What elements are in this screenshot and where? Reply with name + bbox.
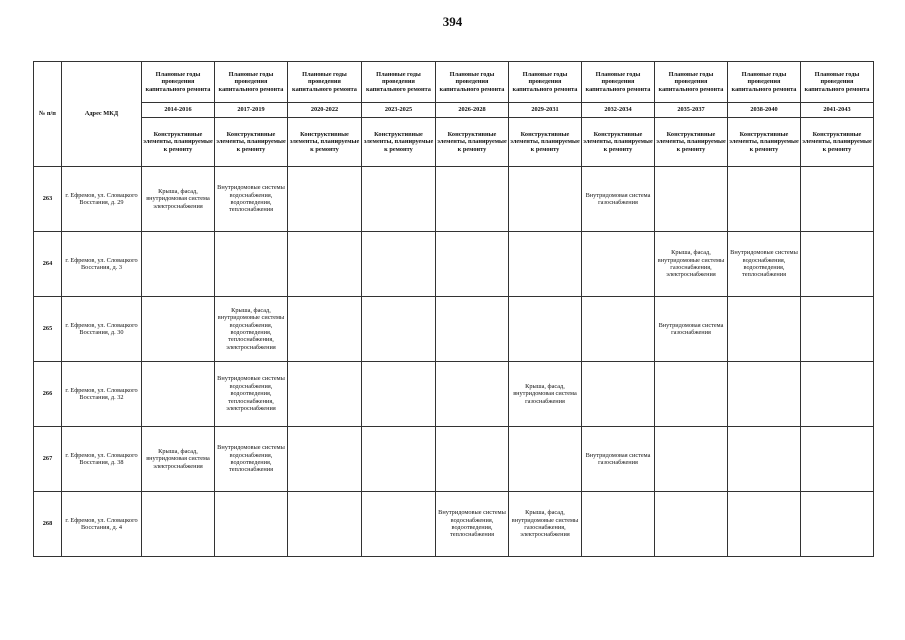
- header-period: 2029-2031: [509, 103, 582, 118]
- repair-elements-cell: [288, 362, 362, 427]
- repair-elements-cell: [362, 362, 436, 427]
- row-address: г. Ефремов, ул. Словацкого Восстания, д. 3: [62, 232, 142, 297]
- repair-elements-cell: [801, 232, 874, 297]
- repair-elements-cell: [728, 167, 801, 232]
- repair-elements-cell: Внутридомовые системы водоснабжения, водоотведения, теплоснабжения, электроснабжения: [215, 362, 288, 427]
- table-row: [34, 492, 874, 557]
- header-planned-years: Плановые годы проведения капитального ремонта: [288, 62, 362, 103]
- header-planned-years: Плановые годы проведения капитального ремонта: [509, 62, 582, 103]
- header-elements: Конструктивные элементы, планируемые к ремонту: [362, 118, 436, 167]
- repair-elements-cell: [215, 232, 288, 297]
- repair-elements-cell: [288, 167, 362, 232]
- repair-elements-cell: [288, 492, 362, 557]
- header-elements: Конструктивные элементы, планируемые к ремонту: [436, 118, 509, 167]
- header-elements: Конструктивные элементы, планируемые к ремонту: [142, 118, 215, 167]
- repair-elements-cell: [582, 362, 655, 427]
- repair-elements-cell: [801, 297, 874, 362]
- repair-elements-cell: [215, 492, 288, 557]
- repair-elements-cell: [509, 232, 582, 297]
- repair-elements-cell: [801, 362, 874, 427]
- repair-elements-cell: [509, 167, 582, 232]
- repair-elements-cell: Крыша, фасад, внутридомовая система электроснабжения: [142, 167, 215, 232]
- repair-elements-cell: [436, 427, 509, 492]
- header-period: 2038-2040: [728, 103, 801, 118]
- header-row-number: № п/п: [34, 62, 62, 167]
- row-address: г. Ефремов, ул. Словацкого Восстания, д. 29: [62, 167, 142, 232]
- repair-elements-cell: [436, 232, 509, 297]
- row-number: 263: [34, 167, 62, 232]
- header-period: 2035-2037: [655, 103, 728, 118]
- header-planned-years: Плановые годы проведения капитального ремонта: [801, 62, 874, 103]
- repair-elements-cell: [728, 427, 801, 492]
- row-address: г. Ефремов, ул. Словацкого Восстания, д. 32: [62, 362, 142, 427]
- repair-elements-cell: Внутридомовая система газоснабжения: [582, 167, 655, 232]
- row-address: г. Ефремов, ул. Словацкого Восстания, д. 38: [62, 427, 142, 492]
- table-row: [34, 427, 874, 492]
- repair-elements-cell: [362, 427, 436, 492]
- header-planned-years: Плановые годы проведения капитального ремонта: [728, 62, 801, 103]
- header-period: 2032-2034: [582, 103, 655, 118]
- header-elements: Конструктивные элементы, планируемые к ремонту: [509, 118, 582, 167]
- repair-elements-cell: [436, 167, 509, 232]
- repair-elements-cell: Внутридомовые системы водоснабжения, водоотведения, теплоснабжения: [436, 492, 509, 557]
- header-planned-years: Плановые годы проведения капитального ремонта: [215, 62, 288, 103]
- row-number: 267: [34, 427, 62, 492]
- header-planned-years: Плановые годы проведения капитального ремонта: [362, 62, 436, 103]
- header-elements: Конструктивные элементы, планируемые к ремонту: [728, 118, 801, 167]
- header-period: 2026-2028: [436, 103, 509, 118]
- header-period: 2023-2025: [362, 103, 436, 118]
- repair-elements-cell: [288, 427, 362, 492]
- repair-elements-cell: Внутридомовая система газоснабжения: [582, 427, 655, 492]
- repair-elements-cell: [288, 232, 362, 297]
- repair-elements-cell: [801, 492, 874, 557]
- repair-elements-cell: [362, 492, 436, 557]
- repair-elements-cell: [288, 297, 362, 362]
- header-period: 2020-2022: [288, 103, 362, 118]
- header-period: 2017-2019: [215, 103, 288, 118]
- header-elements: Конструктивные элементы, планируемые к ремонту: [801, 118, 874, 167]
- table-row: [34, 167, 874, 232]
- repair-elements-cell: Крыша, фасад, внутридомовая система электроснабжения: [142, 427, 215, 492]
- repair-elements-cell: [509, 297, 582, 362]
- header-elements: Конструктивные элементы, планируемые к ремонту: [582, 118, 655, 167]
- repair-elements-cell: [362, 167, 436, 232]
- table-row: [34, 297, 874, 362]
- repair-elements-cell: [582, 232, 655, 297]
- table-row: [34, 362, 874, 427]
- header-period: 2014-2016: [142, 103, 215, 118]
- header-planned-years: Плановые годы проведения капитального ремонта: [655, 62, 728, 103]
- repair-elements-cell: Внутридомовые системы водоснабжения, водоотведения, теплоснабжения: [728, 232, 801, 297]
- table-row: [34, 232, 874, 297]
- repair-elements-cell: [728, 362, 801, 427]
- repair-elements-cell: [801, 167, 874, 232]
- header-elements: Конструктивные элементы, планируемые к ремонту: [215, 118, 288, 167]
- repair-elements-cell: Крыша, фасад, внутридомовые системы газоснабжения, электроснабжения: [655, 232, 728, 297]
- repair-elements-cell: [582, 297, 655, 362]
- repair-elements-cell: [362, 297, 436, 362]
- repair-elements-cell: [142, 297, 215, 362]
- repair-elements-cell: [509, 427, 582, 492]
- header-planned-years: Плановые годы проведения капитального ремонта: [142, 62, 215, 103]
- row-address: г. Ефремов, ул. Словацкого Восстания, д. 4: [62, 492, 142, 557]
- row-address: г. Ефремов, ул. Словацкого Восстания, д. 30: [62, 297, 142, 362]
- header-planned-years: Плановые годы проведения капитального ремонта: [582, 62, 655, 103]
- repair-elements-cell: Крыша, фасад, внутридомовые системы водоснабжения, водоотведения, теплоснабжения, электроснабжения: [215, 297, 288, 362]
- repair-elements-cell: Крыша, фасад, внутридомовые системы газоснабжения, электроснабжения: [509, 492, 582, 557]
- header-address: Адрес МКД: [62, 62, 142, 167]
- repair-elements-cell: Крыша, фасад, внутридомовая система газоснабжения: [509, 362, 582, 427]
- repair-elements-cell: [436, 362, 509, 427]
- repair-elements-cell: [655, 427, 728, 492]
- repair-elements-cell: [436, 297, 509, 362]
- repair-elements-cell: Внутридомовые системы водоснабжения, водоотведения, теплоснабжения: [215, 427, 288, 492]
- repair-elements-cell: [655, 362, 728, 427]
- repair-elements-cell: [142, 492, 215, 557]
- repair-elements-cell: [801, 427, 874, 492]
- capital-repair-table: [33, 61, 874, 557]
- repair-elements-cell: [655, 167, 728, 232]
- header-planned-years: Плановые годы проведения капитального ремонта: [436, 62, 509, 103]
- row-number: 264: [34, 232, 62, 297]
- repair-elements-cell: Внутридомовые системы водоснабжения, водоотведения, теплоснабжения: [215, 167, 288, 232]
- repair-elements-cell: Внутридомовая система газоснабжения: [655, 297, 728, 362]
- row-number: 266: [34, 362, 62, 427]
- header-period: 2041-2043: [801, 103, 874, 118]
- repair-elements-cell: [142, 362, 215, 427]
- repair-elements-cell: [142, 232, 215, 297]
- header-elements: Конструктивные элементы, планируемые к ремонту: [288, 118, 362, 167]
- repair-elements-cell: [655, 492, 728, 557]
- row-number: 268: [34, 492, 62, 557]
- row-number: 265: [34, 297, 62, 362]
- repair-elements-cell: [728, 297, 801, 362]
- repair-elements-cell: [728, 492, 801, 557]
- repair-elements-cell: [362, 232, 436, 297]
- header-elements: Конструктивные элементы, планируемые к ремонту: [655, 118, 728, 167]
- repair-elements-cell: [582, 492, 655, 557]
- page-number: 394: [442, 14, 463, 29]
